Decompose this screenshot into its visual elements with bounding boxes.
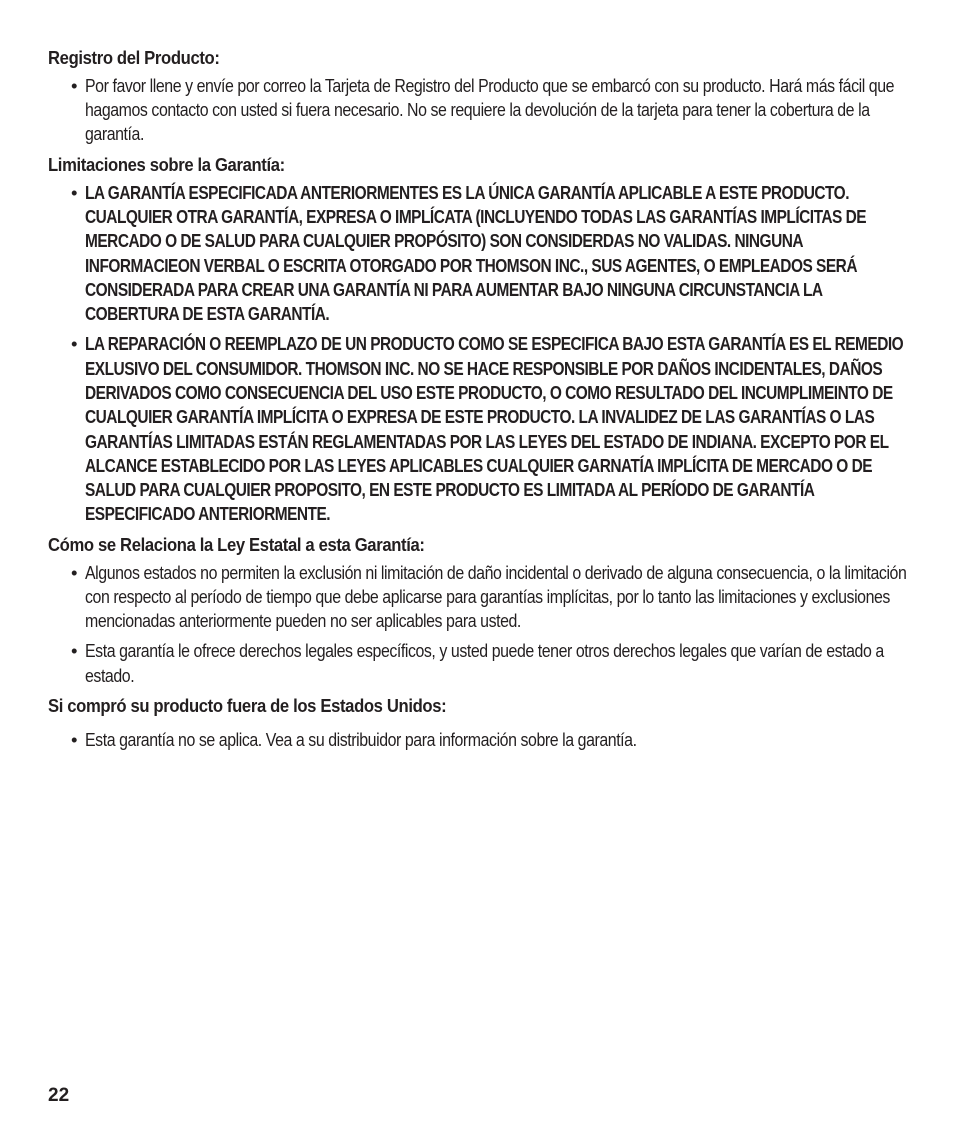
bullet-icon: •	[71, 728, 77, 750]
section-heading: Registro del Producto:	[48, 47, 220, 68]
bullet-icon: •	[71, 640, 77, 662]
section-heading: Cómo se Relaciona la Ley Estatal a esta Garantía:	[48, 533, 425, 555]
bullet-item: • Esta garantía no se aplica. Vea a su distribuidor para información sobre la garantía.	[48, 728, 918, 752]
bullet-item: • LA GARANTÍA ESPECIFICADA ANTERIORMENTES ES LA ÚNICA GARANTÍA APLICABLE A ESTE PRODUCTO. CUALQUIER OTRA GARANTÍA, EXPRESA O IMPLÍCATA (INCLUYENDO TODAS LAS GARANTÍAS IMPLÍCITAS DE MERCADO O DE SALUD PARA CUALQUIER PROPÓSITO) SON CONSIDERDAS NO VALIDAS. NINGUNA INFORMACIEON VERBAL O ESCRITA OTORGADO POR THOMSON INC., SUS AGENTES, O EMPLEADOS SERÁ CONSIDERADA PARA CREAR UNA GARANTÍA NI PARA AUMENTAR BAJO NINGUNA CIRCUNSTANCIA LA COBERTURA DE ESTA GARANTÍA.	[71, 181, 867, 325]
bullet-icon: •	[71, 75, 77, 96]
bullet-icon: •	[71, 333, 77, 355]
bullet-item: • Algunos estados no permiten la exclusión ni limitación de daño incidental o derivado de alguna consecuencia, o la limitación con respecto al período de tiempo que debe aplicarse para garantías implícitas, por lo tanto las limitaciones y exclusiones mencionadas anteriormente pueden no ser aplicables para usted.	[71, 561, 907, 632]
section-warranty-limitations	[48, 153, 918, 527]
section-outside-us	[48, 694, 918, 752]
bullet-item: • LA REPARACIÓN O REEMPLAZO DE UN PRODUCTO COMO SE ESPECIFICA BAJO ESTA GARANTÍA ES EL REMEDIO EXLUSIVO DEL CONSUMIDOR. THOMSON INC. NO SE HACE RESPONSIBLE POR DAÑOS INCIDENTALES, DAÑOS DERIVADOS COMO CONSECUENCIA DEL USO ESTE PRODUCTO, O COMO RESULTADO DEL INCUMPLIMEINTO DE CUALQUIER GARANTÍA IMPLÍCITA O EXPRESA DE ESTE PRODUCTO. LA INVALIDEZ DE LAS GARANTÍAS O LAS GARANTÍAS LIMITADAS ESTÁN REGLAMENTADAS POR LAS LEYES DEL ESTADO DE INDIANA. EXCEPTO POR EL ALCANCE ESTABLECIDO POR LAS LEYES APLICABLES CUALQUIER GARNATÍA IMPLÍCITA DE MERCADO O DE SALUD PARA CUALQUIER PROPOSITO, EN ESTE PRODUCTO ES LIMITADA AL PERÍODO DE GARANTÍA ESPECIFICADO ANTERIORMENTE.	[71, 333, 904, 525]
section-product-registration	[48, 46, 918, 147]
section-heading: Si compró su producto fuera de los Estados Unidos:	[48, 694, 447, 716]
section-heading: Limitaciones sobre la Garantía:	[48, 153, 285, 175]
bullet-icon: •	[71, 561, 77, 583]
page-number: 22	[48, 1085, 70, 1106]
bullet-item: • Esta garantía le ofrece derechos legales específicos, y usted puede tener otros derechos legales que varían de estado a estado.	[71, 640, 884, 686]
bullet-item: • Por favor llene y envíe por correo la Tarjeta de Registro del Producto que se embarcó con su producto. Hará más fácil que hagamos contacto con usted si fuera necesario. No se requiere la devolución de la tarjeta para tener la cobertura de la garantía.	[71, 75, 895, 145]
section-state-law	[48, 533, 918, 688]
warranty-page	[48, 46, 918, 758]
bullet-icon: •	[71, 181, 77, 203]
